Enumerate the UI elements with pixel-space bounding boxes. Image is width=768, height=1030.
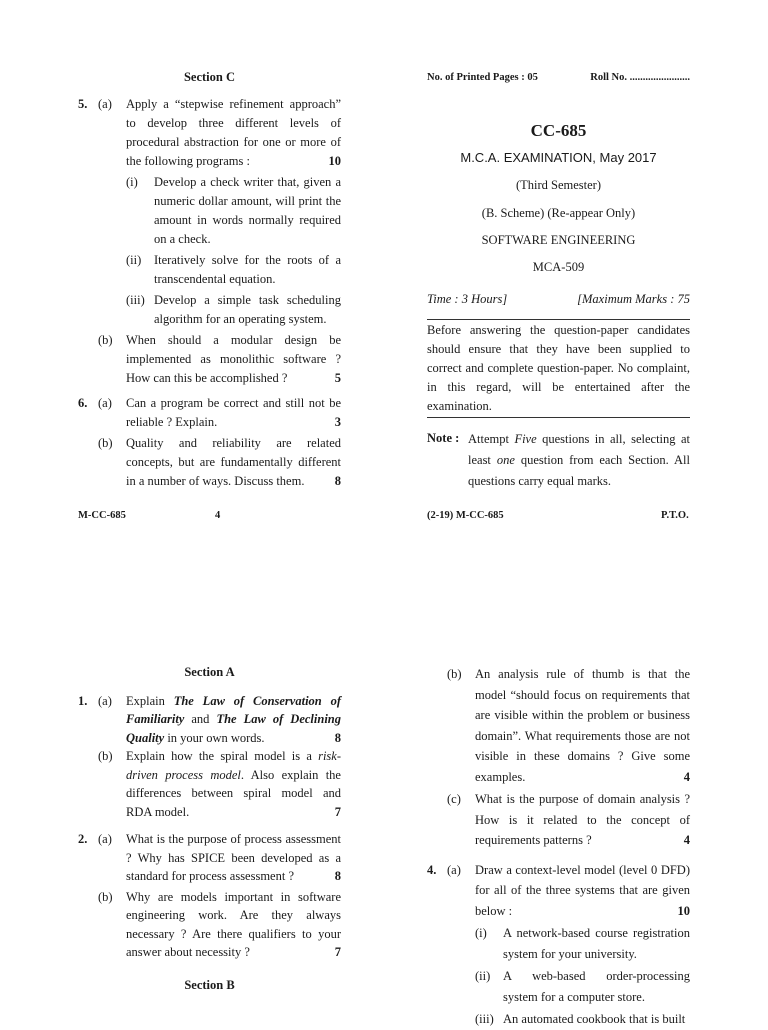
marks: 4 — [683, 833, 690, 847]
section-a-heading: Section A — [184, 665, 235, 679]
sub-item-text: Iteratively solve for the roots of a transcendental equation. — [154, 253, 341, 286]
sub-item — [78, 251, 341, 289]
sub-question — [78, 434, 341, 491]
sub-label: (a) — [98, 693, 112, 708]
sub-label: (a) — [98, 97, 112, 111]
marks: 3 — [334, 415, 341, 429]
question-text: Can a program be correct and still not be reliable ? Explain. 3 — [126, 394, 341, 432]
marks: 8 — [334, 869, 341, 883]
roman-label: (i) — [475, 926, 487, 940]
question-5 — [78, 95, 341, 388]
question-text: Draw a context-level model (level 0 DFD) for all of the three systems that are given below : 10 — [475, 860, 690, 922]
sub-item-text: Develop a simple task scheduling algorithm for an operating system. — [154, 293, 341, 326]
question-text: What is the purpose of domain analysis ? How is it related to the concept of requirements patterns ? 4 — [475, 789, 690, 851]
sub-item-text: A web-based order-processing system for a computer store. — [503, 969, 690, 1004]
marks: 7 — [334, 945, 341, 959]
sub-label: (a) — [98, 832, 112, 846]
marks: 5 — [334, 371, 341, 385]
time-marks-row — [427, 290, 690, 310]
exam-title: M.C.A. EXAMINATION, May 2017 — [460, 150, 657, 165]
footer-page-number: 4 — [215, 510, 221, 521]
note-text: Attempt Five questions in all, selecting at least one question from each Section. All questions carry equal marks. — [468, 432, 691, 488]
printed-pages: No. of Printed Pages : 05 — [427, 72, 538, 83]
paper-code: CC-685 — [530, 121, 587, 140]
subject: SOFTWARE ENGINEERING — [481, 233, 636, 247]
sub-item — [427, 1009, 690, 1030]
bottom-right-column — [427, 664, 690, 1030]
maximum-marks: [Maximum Marks : 75 — [577, 292, 690, 306]
sub-item — [427, 966, 690, 1007]
sub-label: (a) — [98, 396, 112, 410]
sub-question — [78, 888, 341, 962]
divider — [427, 417, 690, 418]
question-text: What is the purpose of process assessment ? Why has SPICE been developed as a standard for process assessment ? 8 — [126, 830, 341, 886]
roman-label: (ii) — [475, 969, 491, 983]
sub-label: (a) — [447, 862, 461, 877]
top-right-column — [427, 68, 690, 492]
bottom-page — [0, 512, 768, 1024]
top-left-column — [78, 68, 341, 491]
roman-label: (iii) — [475, 1012, 494, 1026]
marks: 8 — [334, 730, 341, 745]
header-row — [427, 68, 690, 88]
sub-item — [78, 173, 341, 249]
sub-label: (b) — [98, 333, 113, 347]
sub-item — [78, 291, 341, 329]
sub-item — [427, 923, 690, 964]
marks: 7 — [334, 804, 341, 819]
question-number: 5. — [78, 97, 88, 111]
marks: 8 — [334, 474, 341, 488]
instructions: Before answering the question-paper candidates should ensure that they have been supplied to correct and complete question-paper. No complaint, in this regard, will be entertained after the examination. — [427, 323, 690, 413]
roman-label: (iii) — [126, 293, 145, 307]
scheme: (B. Scheme) (Re-appear Only) — [481, 206, 636, 220]
bottom-left-column — [78, 663, 341, 994]
sub-question — [427, 789, 690, 851]
roman-label: (i) — [126, 175, 138, 189]
question-text: Why are models important in software engineering work. Are they always necessary ? Are there qualifiers to your answer about necessity ? 7 — [126, 888, 341, 962]
question-text: An analysis rule of thumb is that the model “should focus on requirements that are visible within the problem or business domain”. What requirements those are not visible in these domains ? Give some examples. 4 — [475, 664, 690, 787]
footer-code: M-CC-685 — [78, 510, 126, 521]
sub-label: (b) — [98, 436, 113, 450]
question-6 — [78, 394, 341, 491]
section-c-heading: Section C — [183, 70, 236, 84]
section-b-heading: Section B — [184, 977, 235, 992]
sub-item-text: A network-based course registration system for your university. — [503, 926, 690, 961]
sub-question — [78, 747, 341, 821]
roll-number: Roll No. ....................... — [590, 72, 690, 83]
sub-label: (b) — [98, 889, 113, 904]
question-number: 4. — [427, 862, 437, 877]
question-text: Explain how the spiral model is a risk-driven process model. Also explain the differences between spiral model and RDA model. 7 — [126, 747, 341, 821]
question-text: Explain The Law of Conservation of Familiarity and The Law of Declining Quality in your own words. 8 — [126, 692, 341, 748]
sub-question — [78, 331, 341, 388]
question-1 — [78, 692, 341, 822]
time: Time : 3 Hours] — [427, 292, 508, 306]
footer-pto: P.T.O. — [661, 510, 689, 521]
question-4 — [427, 860, 690, 1030]
note — [427, 429, 690, 492]
sub-label: (b) — [447, 667, 462, 681]
roman-label: (ii) — [126, 253, 142, 267]
semester: (Third Semester) — [515, 178, 602, 192]
question-2 — [78, 830, 341, 962]
sub-item-text: Develop a check writer that, given a numeric dollar amount, will print the amount in words normally required on a check. — [154, 175, 341, 246]
marks: 10 — [328, 154, 341, 168]
marks: 4 — [683, 769, 690, 784]
note-label: Note : — [427, 431, 460, 445]
marks: 10 — [677, 903, 690, 918]
footer-code: (2-19) M-CC-685 — [427, 510, 504, 521]
question-number: 2. — [78, 832, 88, 846]
sub-question — [427, 664, 690, 787]
question-text: When should a modular design be implemented as monolithic software ? How can this be accomplished ? 5 — [126, 331, 341, 388]
sub-label: (c) — [447, 792, 461, 806]
question-text: Apply a “stepwise refinement approach” to develop three different levels of procedural abstraction for one or more of the following programs : 10 — [126, 95, 341, 171]
sub-label: (b) — [98, 749, 113, 763]
question-text: Quality and reliability are related concepts, but are fundamentally different in a number of ways. Discuss them. 8 — [126, 434, 341, 491]
course-code: MCA-509 — [532, 260, 585, 274]
question-number: 1. — [78, 693, 88, 708]
sub-item-text: An automated cookbook that is built — [503, 1012, 686, 1026]
question-number: 6. — [78, 396, 88, 410]
